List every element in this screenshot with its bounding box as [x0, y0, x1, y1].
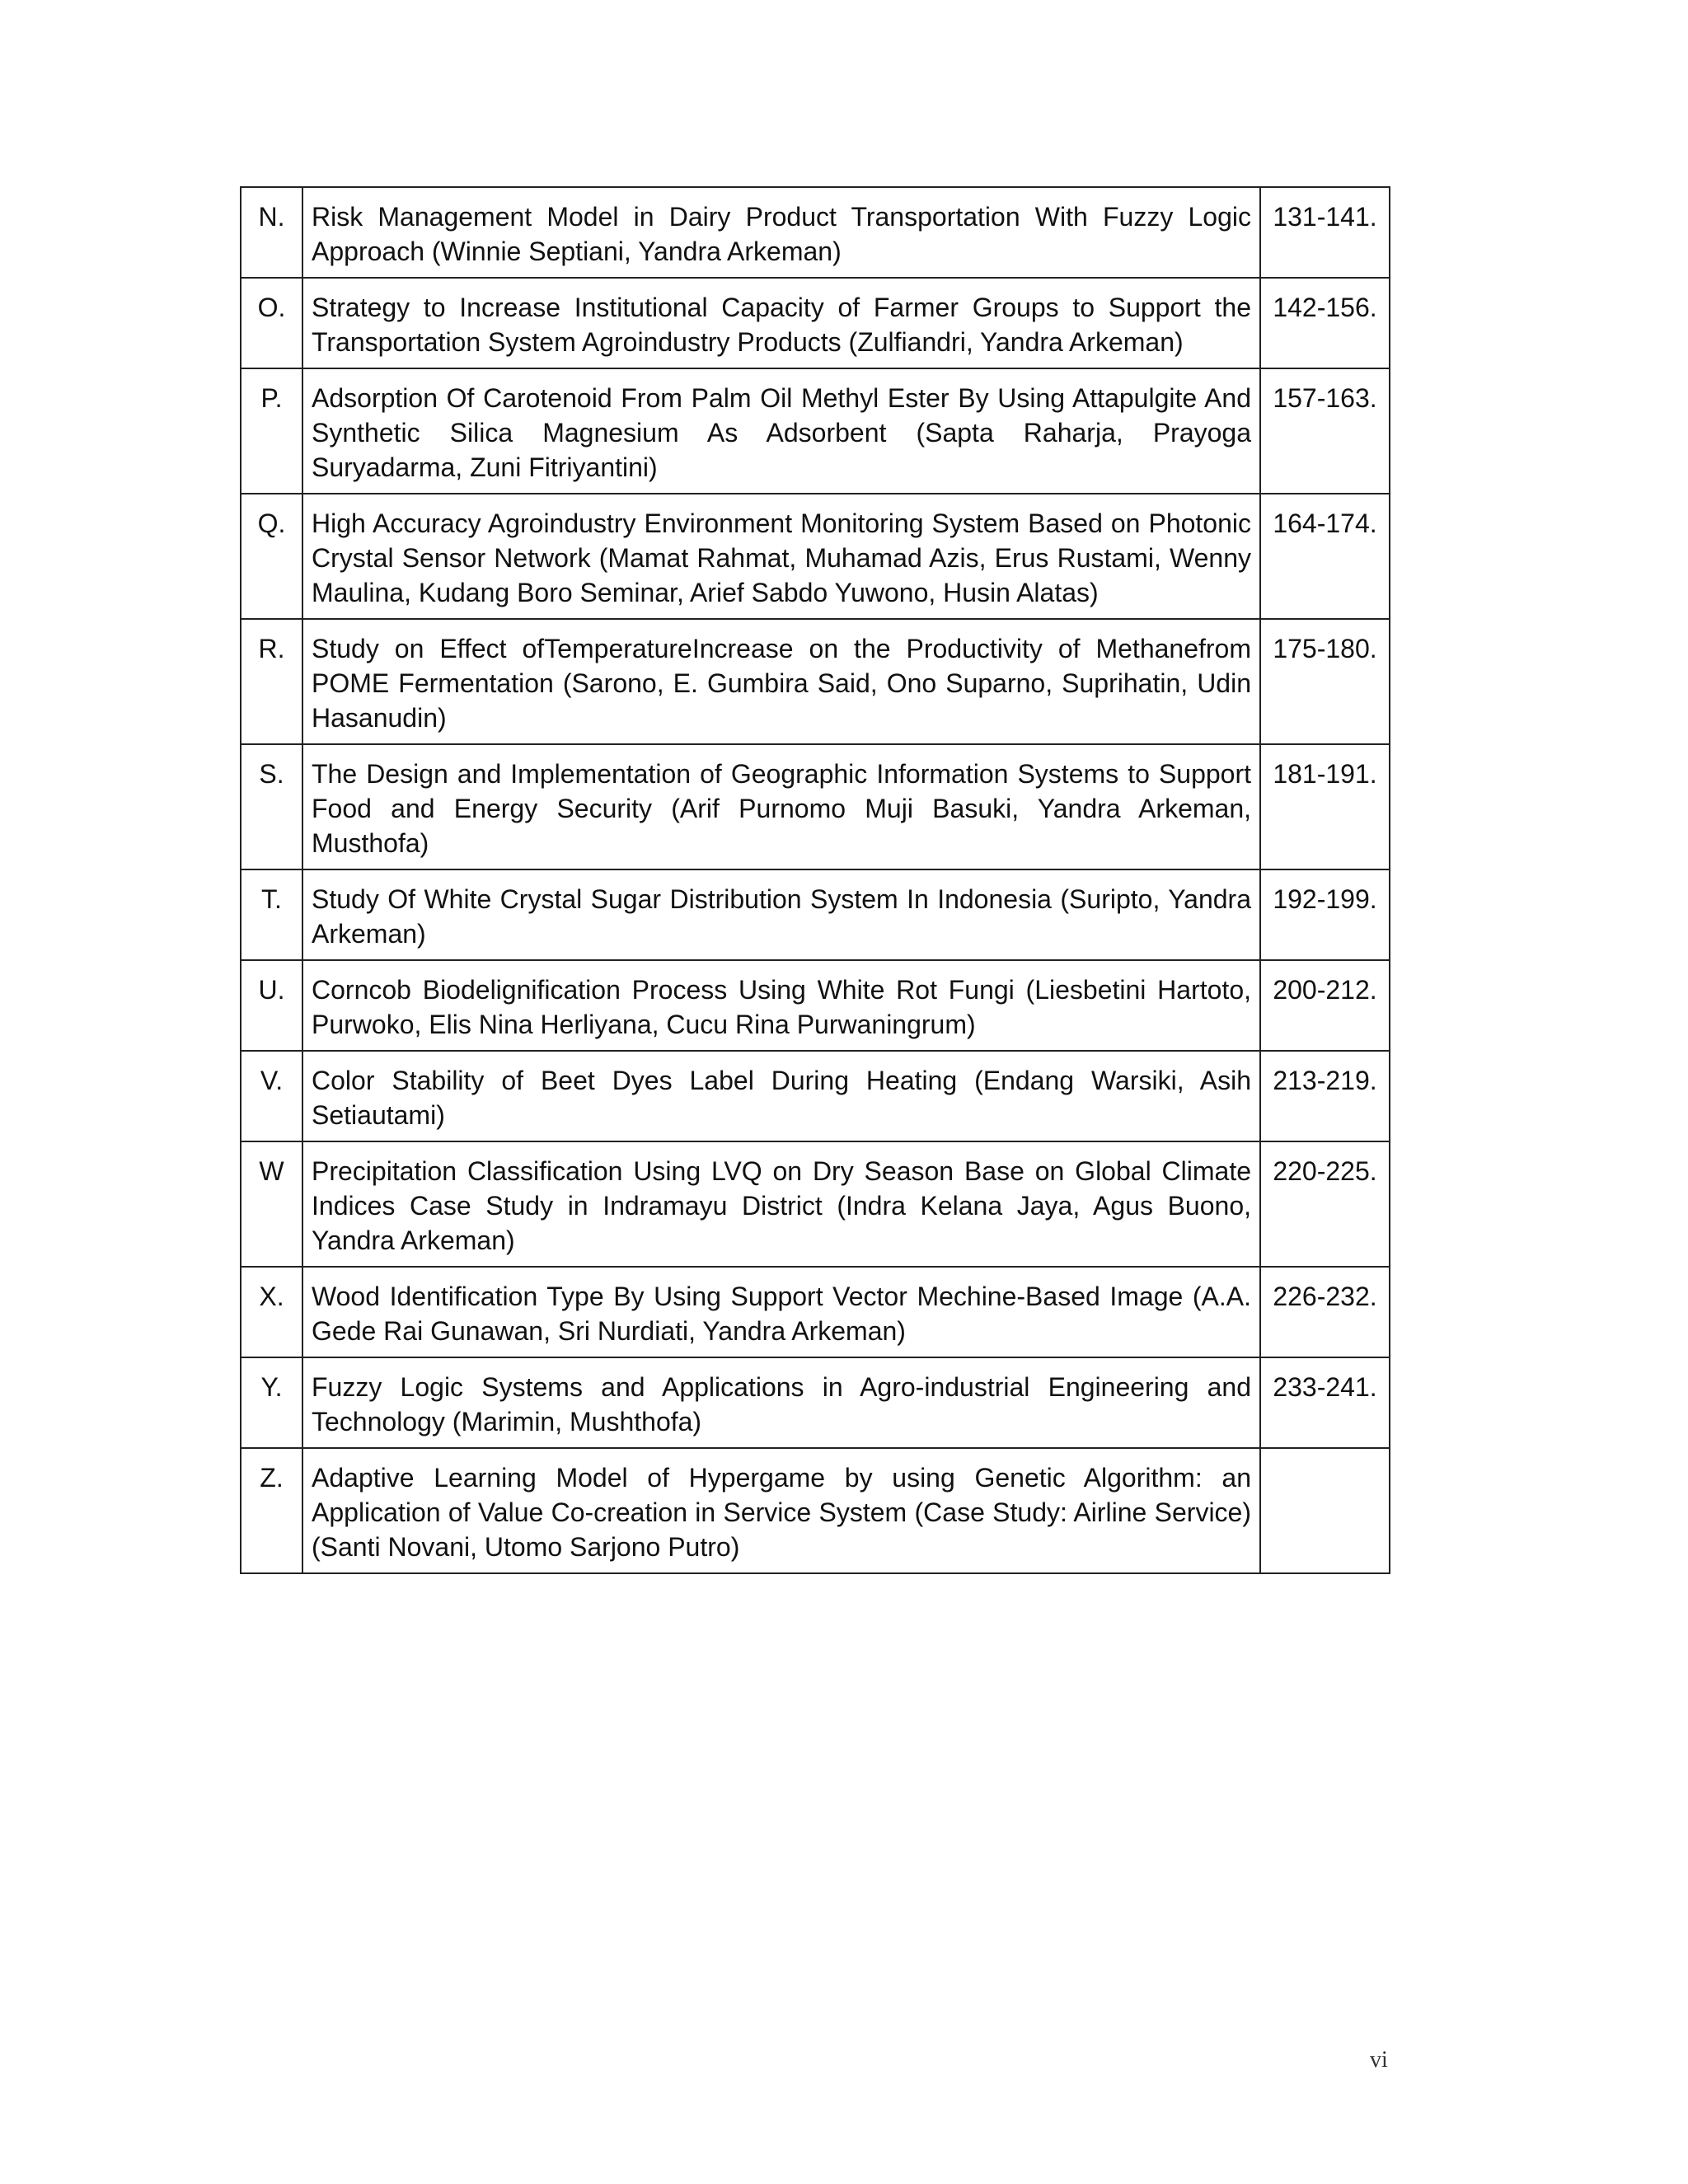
entry-title: Adsorption Of Carotenoid From Palm Oil Methyl Ester By Using Attapulgite And Synthetic Silica Magnesium As Adsorbent (Sapta Raharja, Prayoga Suryadarma, Zuni Fitriyantini) [302, 368, 1260, 494]
entry-title: High Accuracy Agroindustry Environment Monitoring System Based on Photonic Crystal Sensor Network (Mamat Rahmat, Muhamad Azis, Erus Rustami, Wenny Maulina, Kudang Boro Seminar, Arief Sabdo Yuwono, Husin Alatas) [302, 494, 1260, 619]
entry-letter: O. [241, 278, 302, 368]
entry-letter: X. [241, 1267, 302, 1357]
entry-pages: 233-241. [1260, 1357, 1390, 1448]
entry-pages: 131-141. [1260, 187, 1390, 278]
contents-table [240, 186, 1390, 1574]
page-number: vi [1370, 2047, 1388, 2073]
entry-letter: P. [241, 368, 302, 494]
entry-letter: Z. [241, 1448, 302, 1573]
entry-pages: 200-212. [1260, 960, 1390, 1051]
entry-pages: 181-191. [1260, 744, 1390, 869]
table-row [241, 1141, 1390, 1267]
entry-pages: 220-225. [1260, 1141, 1390, 1267]
entry-letter: T. [241, 869, 302, 960]
entry-pages: 226-232. [1260, 1267, 1390, 1357]
entry-letter: R. [241, 619, 302, 744]
entry-title: Fuzzy Logic Systems and Applications in Agro-industrial Engineering and Technology (Marimin, Mushthofa) [302, 1357, 1260, 1448]
table-row [241, 1051, 1390, 1141]
table-row [241, 494, 1390, 619]
table-row [241, 368, 1390, 494]
table-row [241, 278, 1390, 368]
table-row [241, 1357, 1390, 1448]
entry-title: Risk Management Model in Dairy Product Transportation With Fuzzy Logic Approach (Winnie Septiani, Yandra Arkeman) [302, 187, 1260, 278]
table-row [241, 187, 1390, 278]
entry-pages: 142-156. [1260, 278, 1390, 368]
table-row [241, 960, 1390, 1051]
entry-pages [1260, 1448, 1390, 1573]
entry-pages: 192-199. [1260, 869, 1390, 960]
entry-pages: 213-219. [1260, 1051, 1390, 1141]
entry-pages: 175-180. [1260, 619, 1390, 744]
table-row [241, 869, 1390, 960]
table-row [241, 1267, 1390, 1357]
entry-title: Precipitation Classification Using LVQ on Dry Season Base on Global Climate Indices Case Study in Indramayu District (Indra Kelana Jaya, Agus Buono, Yandra Arkeman) [302, 1141, 1260, 1267]
entry-title: Study Of White Crystal Sugar Distribution System In Indonesia (Suripto, Yandra Arkeman) [302, 869, 1260, 960]
entry-title: Study on Effect ofTemperatureIncrease on the Productivity of Methanefrom POME Fermentation (Sarono, E. Gumbira Said, Ono Suparno, Suprihatin, Udin Hasanudin) [302, 619, 1260, 744]
entry-pages: 164-174. [1260, 494, 1390, 619]
entry-title: Adaptive Learning Model of Hypergame by using Genetic Algorithm: an Application of Value Co-creation in Service System (Case Study: Airline Service) (Santi Novani, Utomo Sarjono Putro) [302, 1448, 1260, 1573]
entry-letter: N. [241, 187, 302, 278]
entry-letter: Q. [241, 494, 302, 619]
table-row [241, 619, 1390, 744]
entry-title: Strategy to Increase Institutional Capacity of Farmer Groups to Support the Transportation System Agroindustry Products (Zulfiandri, Yandra Arkeman) [302, 278, 1260, 368]
table-row [241, 1448, 1390, 1573]
entry-title: Wood Identification Type By Using Support Vector Mechine-Based Image (A.A. Gede Rai Gunawan, Sri Nurdiati, Yandra Arkeman) [302, 1267, 1260, 1357]
entry-letter: U. [241, 960, 302, 1051]
entry-title: Corncob Biodelignification Process Using White Rot Fungi (Liesbetini Hartoto, Purwoko, Elis Nina Herliyana, Cucu Rina Purwaningrum) [302, 960, 1260, 1051]
table-row [241, 744, 1390, 869]
entry-title: Color Stability of Beet Dyes Label During Heating (Endang Warsiki, Asih Setiautami) [302, 1051, 1260, 1141]
entry-title: The Design and Implementation of Geographic Information Systems to Support Food and Energy Security (Arif Purnomo Muji Basuki, Yandra Arkeman, Musthofa) [302, 744, 1260, 869]
entry-letter: S. [241, 744, 302, 869]
entry-letter: W [241, 1141, 302, 1267]
entry-letter: V. [241, 1051, 302, 1141]
entry-pages: 157-163. [1260, 368, 1390, 494]
entry-letter: Y. [241, 1357, 302, 1448]
